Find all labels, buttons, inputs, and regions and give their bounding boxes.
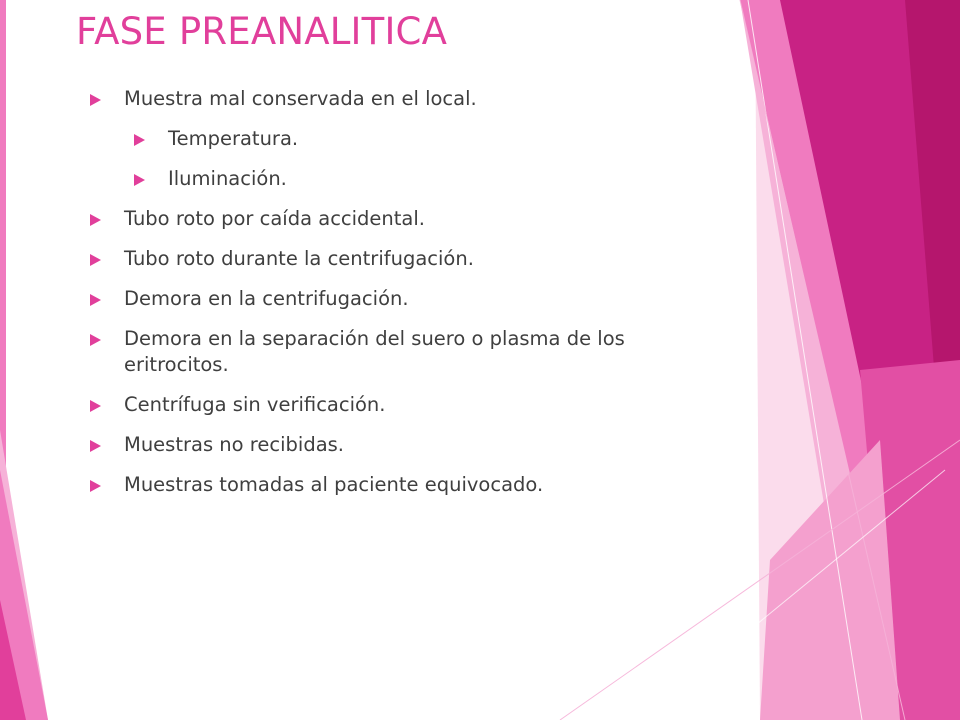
bullet-item <box>88 206 728 232</box>
triangle-right-icon <box>90 440 101 452</box>
bullet-item <box>88 286 728 312</box>
sub-bullet-item <box>132 126 728 152</box>
bullet-list <box>88 86 728 512</box>
triangle-right-icon <box>90 294 101 306</box>
triangle-right-icon <box>90 254 101 266</box>
sub-bullet-item <box>132 166 728 192</box>
bullet-item <box>88 392 728 418</box>
bullet-text: Tubo roto por caída accidental. <box>124 207 426 230</box>
triangle-right-icon <box>90 214 101 226</box>
bullet-text: Muestra mal conservada en el local. <box>124 87 477 110</box>
bullet-text: Temperatura. <box>168 127 299 150</box>
slide-title: FASE PREANALITICA <box>76 10 448 53</box>
bullet-item <box>88 86 728 112</box>
bullet-item <box>88 472 728 498</box>
bullet-text: Muestras tomadas al paciente equivocado. <box>124 473 544 496</box>
bullet-item <box>88 326 728 378</box>
triangle-right-icon <box>90 94 101 106</box>
triangle-right-icon <box>134 134 145 146</box>
triangle-right-icon <box>90 400 101 412</box>
bullet-text: Demora en la separación del suero o plasma de los eritrocitos. <box>124 327 625 376</box>
bullet-text: Demora en la centrifugación. <box>124 287 409 310</box>
triangle-right-icon <box>90 334 101 346</box>
bullet-text: Centrífuga sin verificación. <box>124 393 386 416</box>
bullet-text: Muestras no recibidas. <box>124 433 345 456</box>
bullet-item <box>88 432 728 458</box>
triangle-right-icon <box>134 174 145 186</box>
triangle-right-icon <box>90 480 101 492</box>
bullet-text: Iluminación. <box>168 167 287 190</box>
bullet-item <box>88 246 728 272</box>
bullet-text: Tubo roto durante la centrifugación. <box>124 247 474 270</box>
